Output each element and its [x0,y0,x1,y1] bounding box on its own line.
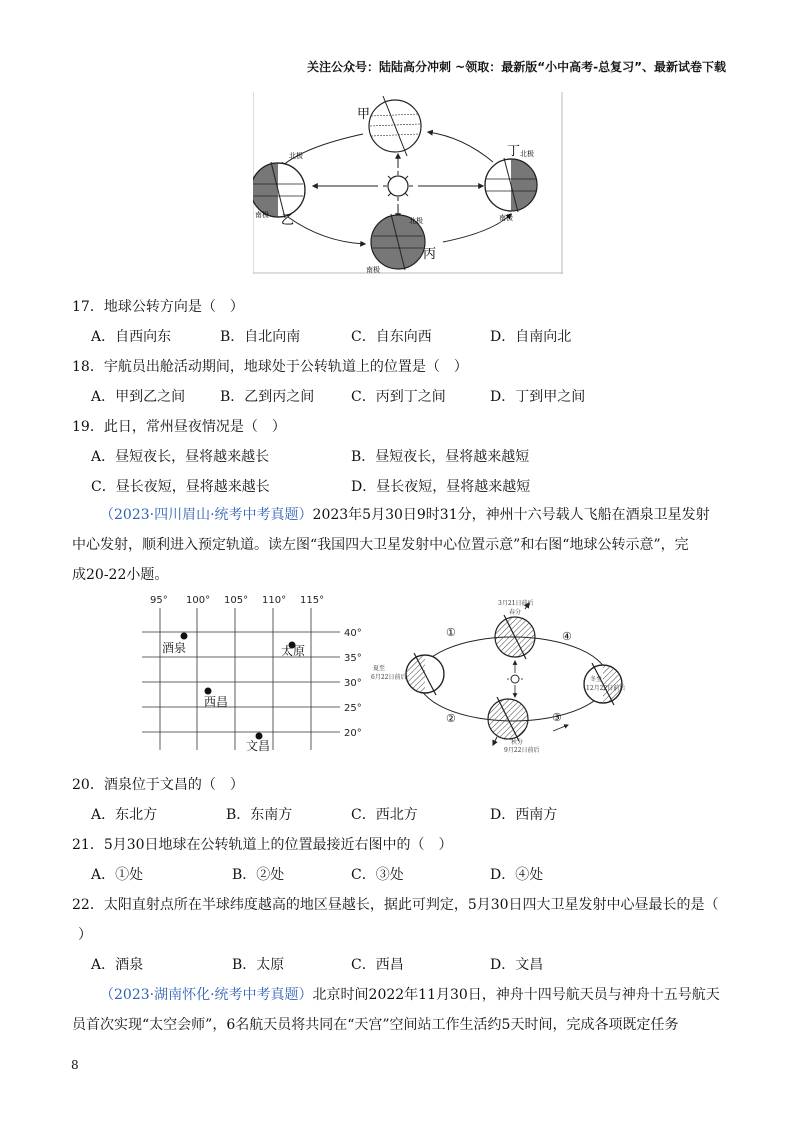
q20-stem: 20．酒泉位于文昌的（ ） [72,777,244,793]
q19-option-a[interactable]: A．昼短夜长，昼将越来越长 [91,449,270,465]
marker-4: ④ [562,630,572,643]
lat-20: 20° [344,728,362,739]
passage-1 [72,500,732,590]
lat-30: 30° [344,678,362,689]
q21-option-a[interactable]: A．①处 [91,867,144,883]
q17-stem: 17．地球公转方向是（ ） [72,299,244,315]
south-pole-bing: 南极 [366,266,380,274]
globe-winter [584,663,622,705]
passage-1-line2: 中心发射，顺利进入预定轨道。读左图“我国四大卫星发射中心位置示意”和右图“地球公转示意”，完 [72,537,689,553]
lat-35: 35° [344,653,362,664]
q22-option-c[interactable]: C．西昌 [351,957,404,973]
q20-option-d[interactable]: D．西南方 [490,807,558,823]
globe-yi [253,162,305,218]
q18-stem: 18．宇航员出舱活动期间，地球处于公转轨道上的位置是（ ） [72,359,468,375]
passage-2-line2: 员首次实现“太空会师”，6名航天员将共同在“天宫”空间站工作生活约5天时间，完成各项既定任务 [72,1017,679,1033]
q22-option-d[interactable]: D．文昌 [490,957,544,973]
passage-1-line1: 2023年5月30日9时31分，神州十六号载人飞船在酒泉卫星发射 [312,507,710,523]
passage-2-line1: 北京时间2022年11月30日，神舟十四号航天员与神舟十五号航天 [312,987,720,1003]
q17-option-c[interactable]: C．自东向西 [351,329,432,345]
label-yi: 乙 [281,213,295,228]
q22-option-a[interactable]: A．酒泉 [91,957,144,973]
earth-orbit-figure-2 [368,597,628,755]
label-jia: 甲 [357,107,371,122]
site-taiyuan: 太原 [281,644,306,658]
q19-option-d[interactable]: D．昼长夜短，昼将越来越短 [351,479,531,495]
passage-2 [72,980,732,1040]
marker-2: ② [446,712,456,725]
lon-105: 105° [224,595,249,606]
winter-name: 冬至 [590,676,603,683]
globe-autumn [488,697,528,745]
page-number: 8 [71,1058,79,1072]
globe-summer [406,653,444,695]
sun-icon [383,171,413,201]
page-header: 关注公众号：陆陆高分冲刺 ~领取：最新版“小中高考-总复习”、最新试卷下载 [307,60,726,74]
q19-option-b[interactable]: B．昼短夜长，昼将越来越短 [351,449,530,465]
site-jiuquan: 酒泉 [162,641,187,655]
q18-option-c[interactable]: C．丙到丁之间 [351,389,446,405]
site-wenchang: 文昌 [246,739,271,753]
q17-option-a[interactable]: A．自西向东 [91,329,172,345]
south-pole-yi: 南极 [255,211,269,219]
q21-option-d[interactable]: D．④处 [490,867,544,883]
passage-2-source: （2023·湖南怀化·统考中考真题） [100,987,313,1003]
label-ding: 丁 [507,144,521,159]
summer-name: 夏至 [373,665,386,672]
south-pole-ding: 南极 [499,214,513,222]
lon-95: 95° [150,595,168,606]
q22-stem: 22．太阳直射点所在半球纬度越高的地区昼越长，据此可判定，5月30日四大卫星发射中心昼最长的是（ [72,897,719,913]
q17-option-d[interactable]: D．自南向北 [490,329,572,345]
site-xichang: 西昌 [204,695,229,709]
lat-40: 40° [344,628,362,639]
label-bing: 丙 [423,247,437,262]
north-pole-ding: 北极 [520,150,534,158]
lon-100: 100° [186,595,211,606]
winter-date: 12月22日前后 [586,685,626,692]
q19-option-c[interactable]: C．昼长夜短，昼将越来越长 [91,479,270,495]
launch-center-map [140,592,380,754]
q22-stem-cont: ） [78,927,92,943]
summer-date: 6月22日前后 [371,674,407,681]
autumn-name: 秋分 [511,739,524,746]
globe-jia [369,96,421,156]
north-pole-bing: 北极 [409,217,423,225]
q17-option-b[interactable]: B．自北向南 [220,329,301,345]
q22-option-b[interactable]: B．太原 [232,957,285,973]
spring-date: 3月21日前后 [498,600,534,607]
q20-option-a[interactable]: A．东北方 [91,807,158,823]
spring-name: 春分 [509,609,522,616]
q18-option-d[interactable]: D．丁到甲之间 [490,389,586,405]
q18-option-a[interactable]: A．甲到乙之间 [91,389,186,405]
q20-option-c[interactable]: C．西北方 [351,807,418,823]
lon-115: 115° [300,595,325,606]
marker-3: ③ [552,711,562,724]
sun-icon-2 [507,671,523,687]
earth-orbit-figure-1 [253,92,563,274]
lat-25: 25° [344,703,362,714]
q18-option-b[interactable]: B．乙到丙之间 [220,389,315,405]
q20-option-b[interactable]: B．东南方 [226,807,293,823]
q21-option-c[interactable]: C．③处 [351,867,404,883]
globe-ding [485,158,537,212]
q19-stem: 19．此日，常州昼夜情况是（ ） [72,419,286,435]
north-pole-yi: 北极 [289,152,303,160]
marker-1: ① [446,626,456,639]
passage-1-line3: 成20-22小题。 [72,567,169,583]
autumn-date: 9月22日前后 [504,747,540,754]
passage-1-source: （2023·四川眉山·统考中考真题） [100,507,313,523]
q21-option-b[interactable]: B．②处 [232,867,285,883]
q21-stem: 21．5月30日地球在公转轨道上的位置最接近右图中的（ ） [72,837,453,853]
lon-110: 110° [262,595,287,606]
